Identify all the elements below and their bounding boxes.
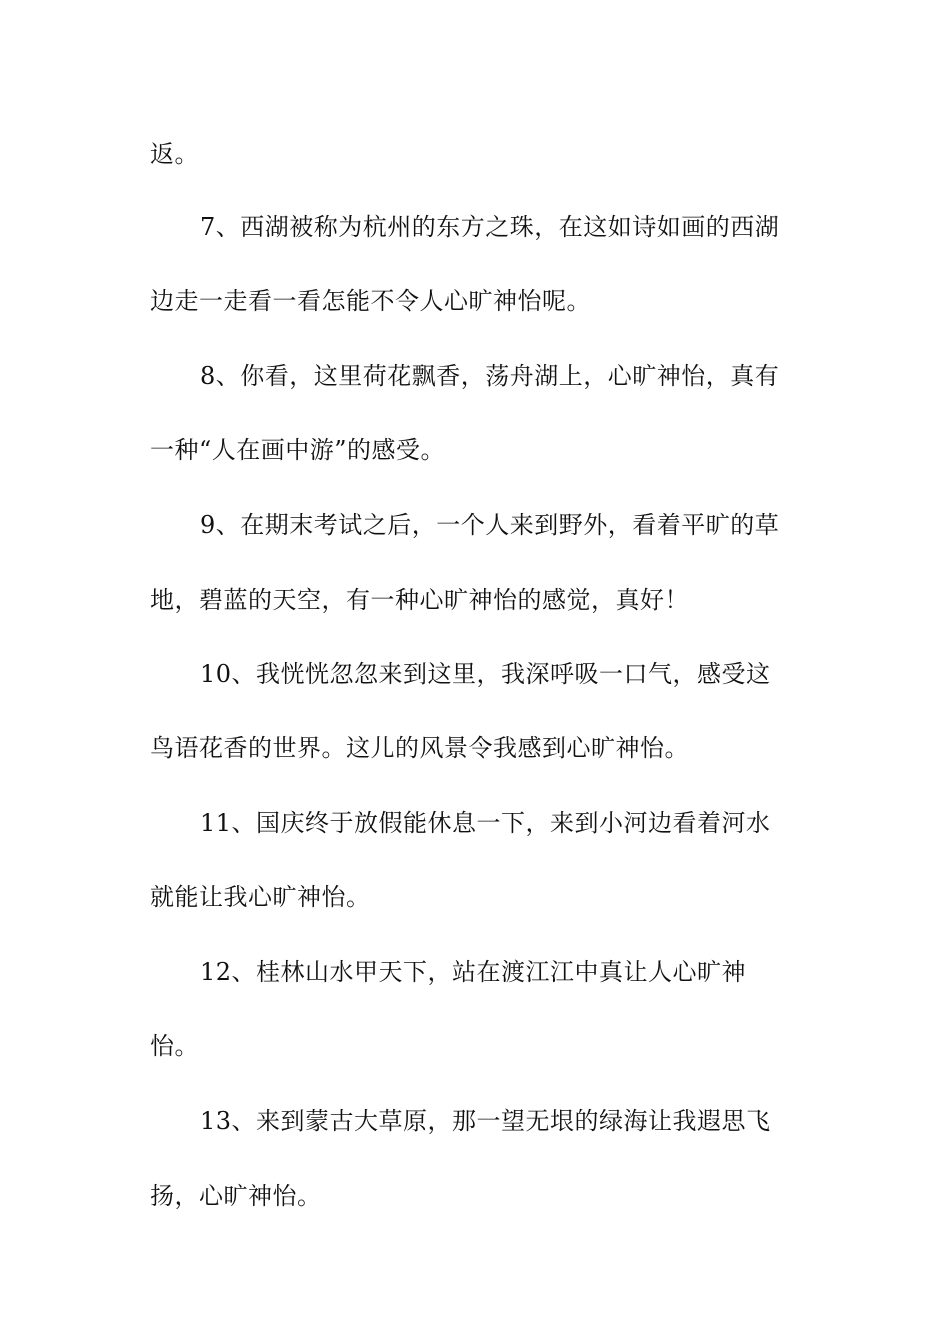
paragraph-9-line-1: 9、在期末考试之后，一个人来到野外，看着平旷的草 <box>200 511 780 539</box>
paragraph-10-line-1: 10、我恍恍忽忽来到这里，我深呼吸一口气，感受这 <box>200 660 771 688</box>
paragraph-11-line-1: 11、国庆终于放假能休息一下，来到小河边看着河水 <box>200 809 771 837</box>
paragraph-7-line-2: 边走一走看一看怎能不令人心旷神怡呢。 <box>150 287 591 315</box>
paragraph-8-line-1: 8、你看，这里荷花飘香，荡舟湖上，心旷神怡，真有 <box>200 362 780 390</box>
paragraph-10-line-2: 鸟语花香的世界。这儿的风景令我感到心旷神怡。 <box>150 734 689 762</box>
text-line: 返。 <box>150 140 199 168</box>
paragraph-7-line-1: 7、西湖被称为杭州的东方之珠，在这如诗如画的西湖 <box>200 213 780 241</box>
paragraph-13-line-1: 13、来到蒙古大草原，那一望无垠的绿海让我遐思飞 <box>200 1107 771 1135</box>
paragraph-12-line-2: 怡。 <box>150 1032 199 1060</box>
paragraph-13-line-2: 扬，心旷神怡。 <box>150 1182 322 1210</box>
paragraph-9-line-2: 地，碧蓝的天空，有一种心旷神怡的感觉，真好！ <box>150 586 689 614</box>
paragraph-11-line-2: 就能让我心旷神怡。 <box>150 883 371 911</box>
paragraph-12-line-1: 12、桂林山水甲天下，站在渡江江中真让人心旷神 <box>200 958 747 986</box>
paragraph-8-line-2: 一种“人在画中游”的感受。 <box>150 436 446 464</box>
